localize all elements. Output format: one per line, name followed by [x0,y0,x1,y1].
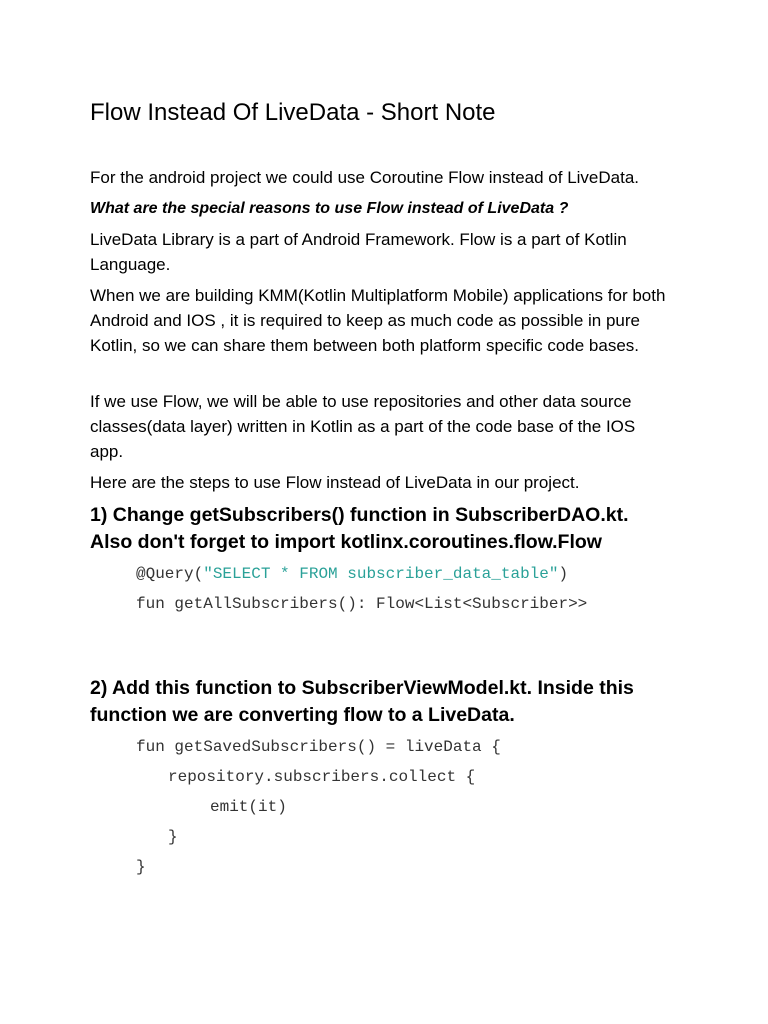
step2-code-line-4: } [168,828,178,846]
step2-code-line-5: } [136,858,146,876]
reason-paragraph-3: If we use Flow, we will be able to use repositories and other data source classes(data layer) written in Kotlin as a part of the code base of the IOS app. [90,392,636,461]
step2-code-line-3: emit(it) [210,798,287,816]
code-annotation: @Query( [136,565,204,583]
intro-paragraph: For the android project we could use Coroutine Flow instead of LiveData. [90,168,640,187]
step1-heading: 1) Change getSubscribers() function in SubscriberDAO.kt. Also don't forget to import kotlinx.coroutines.flow.Flow [90,504,629,553]
reason-paragraph-2: When we are building KMM(Kotlin Multiplatform Mobile) applications for both Android and IOS , it is required to keep as much code as possible in pure Kotlin, so we can share them between both platform specific code bases. [90,286,666,355]
code-annotation-close: ) [558,565,569,583]
code-string-literal: "SELECT * FROM subscriber_data_table" [203,565,559,583]
step1-code-line-2: fun getAllSubscribers(): Flow<List<Subscriber>> [136,595,588,613]
step2-code-line-1: fun getSavedSubscribers() = liveData { [136,738,501,756]
question-paragraph: What are the special reasons to use Flow instead of LiveData ? [90,200,569,217]
step2-heading: 2) Add this function to SubscriberViewModel.kt. Inside this function we are converting flow to a LiveData. [90,677,634,726]
page-title: Flow Instead Of LiveData - Short Note [90,99,496,126]
steps-intro-paragraph: Here are the steps to use Flow instead of LiveData in our project. [90,473,580,492]
reason-paragraph-1: LiveData Library is a part of Android Framework. Flow is a part of Kotlin Language. [90,230,627,274]
step2-code-line-2: repository.subscribers.collect { [168,768,476,786]
step1-code-line-1 [136,564,568,584]
